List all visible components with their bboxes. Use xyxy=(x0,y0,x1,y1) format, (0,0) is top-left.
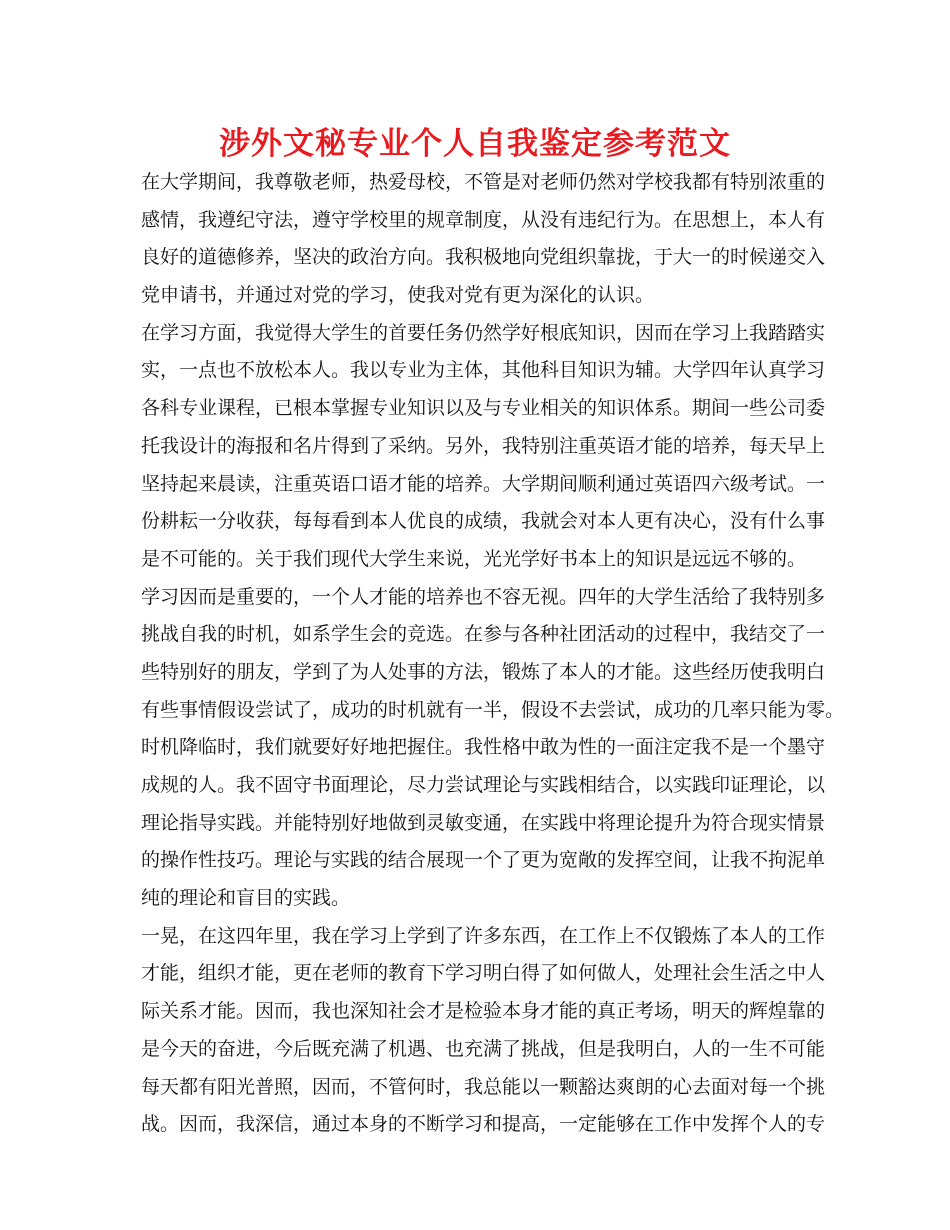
text-line: 实，一点也不放松本人。我以专业为主体，其他科目知识为辅。大学四年认真学习 xyxy=(141,359,826,382)
text-line: 感情，我遵纪守法，遵守学校里的规章制度，从没有违纪行为。在思想上，本人有 xyxy=(141,208,826,231)
text-line: 在学习方面，我觉得大学生的首要任务仍然学好根底知识，因而在学习上我踏踏实 xyxy=(141,321,826,344)
text-line: 托我设计的海报和名片得到了采纳。另外，我特别注重英语才能的培养，每天早上 xyxy=(141,434,826,457)
text-line: 纯的理论和盲目的实践。 xyxy=(141,887,351,910)
text-line: 份耕耘一分收获，每每看到本人优良的成绩，我就会对本人更有决心，没有什么事 xyxy=(141,510,826,533)
text-line: 些特别好的朋友，学到了为人处事的方法，锻炼了本人的才能。这些经历使我明白 xyxy=(141,660,826,683)
text-line: 际关系才能。因而，我也深知社会才是检验本身才能的真正考场，明天的辉煌靠的 xyxy=(141,1000,826,1023)
text-line: 各科专业课程，已根本掌握专业知识以及与专业相关的知识体系。期间一些公司委 xyxy=(141,397,826,420)
text-line: 学习因而是重要的，一个人才能的培养也不容无视。四年的大学生活给了我特别多 xyxy=(141,585,826,608)
text-line: 时机降临时，我们就要好好地把握住。我性格中敢为性的一面注定我不是一个墨守 xyxy=(141,736,826,759)
text-line: 成规的人。我不固守书面理论，尽力尝试理论与实践相结合，以实践印证理论，以 xyxy=(141,774,826,796)
text-line: 良好的道德修养，坚决的政治方向。我积极地向党组织靠拢，于大一的时候递交入 xyxy=(141,246,826,269)
text-line: 每天都有阳光普照，因而，不管何时，我总能以一颗豁达爽朗的心去面对每一个挑 xyxy=(141,1075,826,1098)
text-line: 党申请书，并通过对党的学习，使我对党有更为深化的认识。 xyxy=(141,284,655,307)
text-line: 是不可能的。关于我们现代大学生来说，光光学好书本上的知识是远远不够的。 xyxy=(141,547,807,570)
document-body xyxy=(141,164,845,1144)
text-line: 有些事情假设尝试了，成功的时机就有一半，假设不去尝试，成功的几率只能为零。 xyxy=(141,698,845,721)
text-line: 战。因而，我深信，通过本身的不断学习和提高，一定能够在工作中发挥个人的专 xyxy=(141,1113,826,1136)
text-line: 才能，组织才能，更在老师的教育下学习明白得了如何做人，处理社会生活之中人 xyxy=(141,962,826,985)
text-line: 在大学期间，我尊敬老师，热爱母校，不管是对老师仍然对学校我都有特别浓重的 xyxy=(141,171,826,193)
text-line: 一晃，在这四年里，我在学习上学到了许多东西，在工作上不仅锻炼了本人的工作 xyxy=(141,924,826,947)
text-line: 的操作性技巧。理论与实践的结合展现一个了更为宽敞的发挥空间，让我不拘泥单 xyxy=(141,849,826,872)
text-line: 坚持起来晨读，注重英语口语才能的培养。大学期间顺利通过英语四六级考试。一 xyxy=(141,472,826,495)
text-line: 是今天的奋进，今后既充满了机遇、也充满了挑战，但是我明白，人的一生不可能 xyxy=(141,1037,826,1060)
text-line: 理论指导实践。并能特别好地做到灵敏变通，在实践中将理论提升为符合现实情景 xyxy=(141,811,826,834)
text-line: 挑战自我的时机，如系学生会的竞选。在参与各种社团活动的过程中，我结交了一 xyxy=(141,623,826,646)
document-title: 涉外文秘专业个人自我鉴定参考范文 xyxy=(219,126,731,162)
